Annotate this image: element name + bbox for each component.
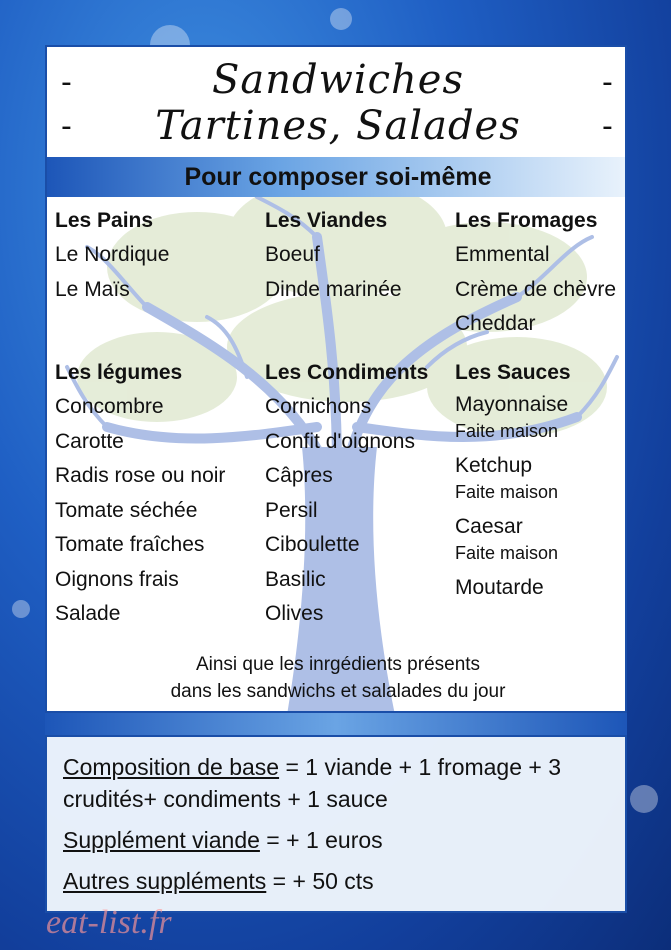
pricing-box [45,735,627,913]
pricing-meat [63,824,383,856]
list-item: Câpres [265,464,333,487]
column-sauces [455,355,571,603]
list-item: Radis rose ou noir [55,464,226,487]
list-item: Crème de chèvre [455,277,617,301]
title-line-1: Sandwiches [211,57,464,103]
title-line-2: Tartines, Salades [155,103,521,149]
heading-viandes: Les Viandes [265,209,388,232]
note-line-1: Ainsi que les inrgédients présents [195,654,481,675]
divider-strip [45,713,627,735]
list-item: Boeuf [265,243,320,266]
list-item-note: Faite maison [455,421,559,441]
subtitle: Pour composer soi-même [184,163,492,191]
bubble-decoration [330,8,352,30]
list-item: Carotte [55,429,124,453]
list-item: Cornichons [265,395,372,418]
list-item: Caesar [455,515,523,538]
pricing-base [63,751,561,783]
list-item: Confit d'oignons [265,429,415,453]
list-item: Ciboulette [265,533,360,556]
heading-pains: Les Pains [55,209,154,232]
watermark: eat-list.fr [46,904,172,941]
column-legumes [55,355,225,632]
column-viandes [265,203,402,307]
column-condiments [265,355,428,632]
base-label: Composition de base [63,754,280,780]
list-item: Tomate séchée [55,498,198,522]
list-item-note: Faite maison [455,482,559,502]
dash-left: - [61,109,72,144]
dash-left: - [61,65,72,100]
menu-card [45,45,627,713]
heading-fromages: Les Fromages [455,209,598,232]
list-item: Le Nordique [55,243,170,266]
heading-sauces: Les Sauces [455,361,571,384]
pricing-other [63,865,374,897]
title-area [47,47,627,157]
column-pains [55,203,169,307]
list-item: Cheddar [455,312,536,335]
list-item: Ketchup [455,454,533,477]
pricing-base-line-2: crudités+ condiments + 1 sauce [63,786,388,812]
heading-condiments: Les Condiments [265,361,429,384]
dash-right: - [602,109,613,144]
heading-legumes: Les légumes [55,361,183,384]
list-item: Salade [55,602,121,625]
list-item: Concombre [55,395,164,418]
list-item-note: Faite maison [455,543,559,563]
list-item: Persil [265,498,318,522]
list-item: Tomate fraîches [55,533,205,556]
other-value: = + 50 cts [266,868,374,894]
list-item: Olives [265,602,324,625]
other-label: Autres suppléments [63,868,267,894]
meat-label: Supplément viande [63,827,260,853]
dash-right: - [602,65,613,100]
list-item: Moutarde [455,576,544,599]
ingredients-note [47,651,627,705]
meat-value: = + 1 euros [259,827,383,853]
list-item: Mayonnaise [455,393,569,416]
column-fromages [455,203,616,342]
note-line-2: dans les sandwichs et salalades du jour [170,681,506,702]
list-item: Dinde marinée [265,277,402,301]
base-value: = 1 viande + 1 fromage + 3 [279,754,562,780]
list-item: Le Maïs [55,277,130,301]
list-item: Oignons frais [55,567,179,591]
list-item: Basilic [265,567,326,591]
list-item: Emmental [455,243,550,266]
bubble-decoration [630,785,658,813]
subtitle-banner [47,157,627,197]
bubble-decoration [12,600,30,618]
